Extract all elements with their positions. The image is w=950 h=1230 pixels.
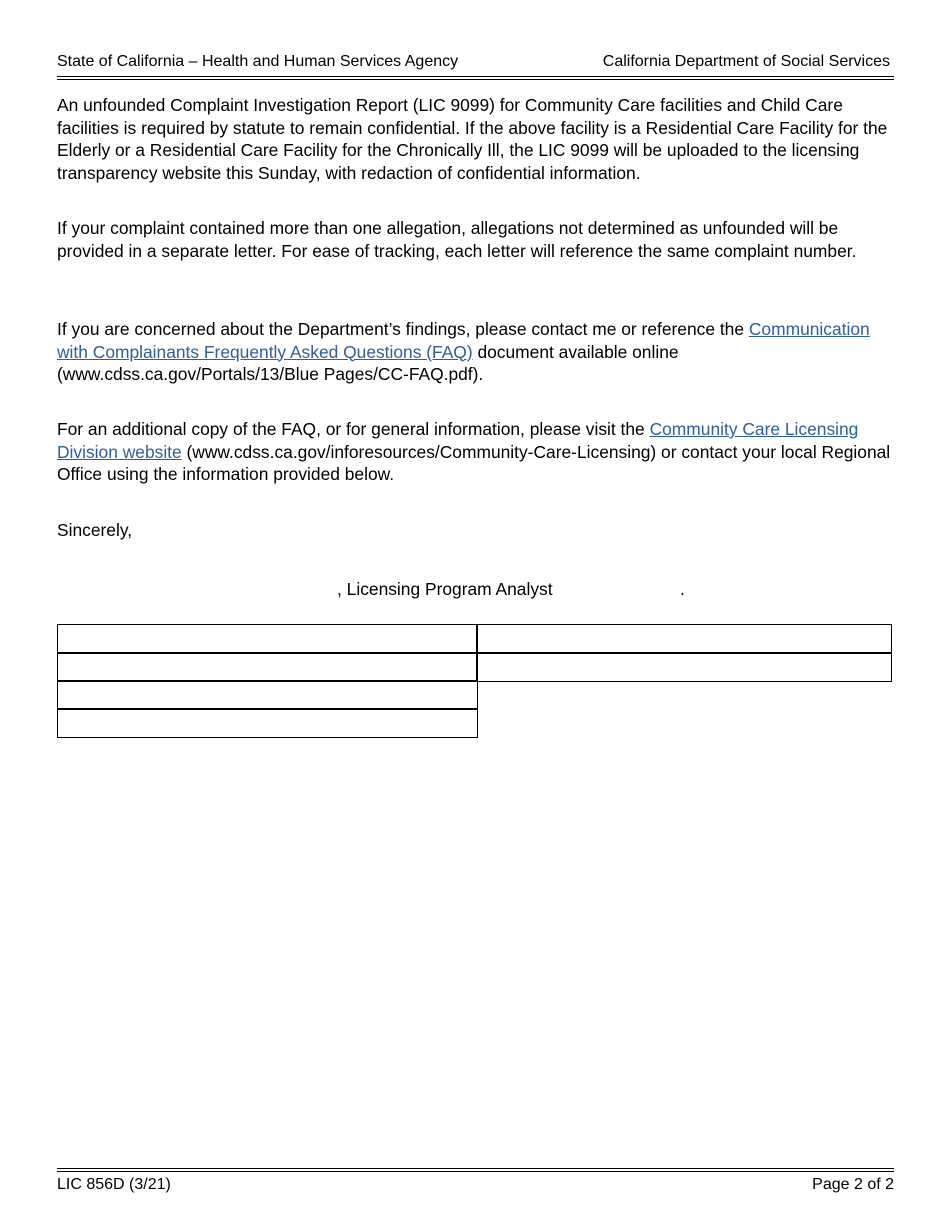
contact-cell [476,652,892,682]
contact-cell [57,652,478,682]
footer-rule-bottom [57,1171,894,1172]
header-agency: State of California – Health and Human Services Agency [57,53,459,70]
footer-rule-top [57,1168,894,1169]
paragraph-info-text-after: (www.cdss.ca.gov/inforesources/Community-Care-Licensing) or contact your local Regional Office using the information provided below. [57,441,891,484]
contact-cell [57,680,478,710]
closing-salutation: Sincerely, [57,520,133,540]
faq-link[interactable]: Communication with Complainants Frequently Asked Questions (FAQ) [57,319,870,362]
paragraph-general-info [57,418,902,486]
header-rule-top [57,76,894,77]
paragraph-faq-text-before: If you are concerned about the Department’s findings, please contact me or reference the [57,319,749,339]
signature-title: , Licensing Program Analyst [337,579,553,599]
signature-end: . [680,579,685,599]
contact-cell [57,708,478,738]
header-department: California Department of Social Services [602,53,890,70]
paragraph-info-text-before: For an additional copy of the FAQ, or for general information, please visit the [57,419,650,439]
contact-cell [57,624,478,654]
footer-form-id: LIC 856D (3/21) [57,1176,171,1193]
paragraph-faq-reference [57,318,902,386]
footer-page-number: Page 2 of 2 [812,1176,894,1193]
header-rule-bottom [57,79,894,80]
paragraph-confidentiality: An unfounded Complaint Investigation Report (LIC 9099) for Community Care facilities and Child Care facilities is required by statute to remain confidential. If the above facility is a Residential Care Facility for the Elderly or a Residential Care Facility for the Chronically Ill, the LIC 9099 will be uploaded to the licensing transparency website this Sunday, with redaction of confidential information. [57,95,888,183]
paragraph-faq-text-after: document available online (www.cdss.ca.gov/Portals/13/Blue Pages/CC-FAQ.pdf). [57,341,679,384]
paragraph-multiple-allegations: If your complaint contained more than one allegation, allegations not determined as unfounded will be provided in a separate letter. For ease of tracking, each letter will reference the same complaint number. [57,218,857,261]
contact-cell [476,624,892,654]
ccld-website-link[interactable]: Community Care Licensing Division website [57,419,859,462]
